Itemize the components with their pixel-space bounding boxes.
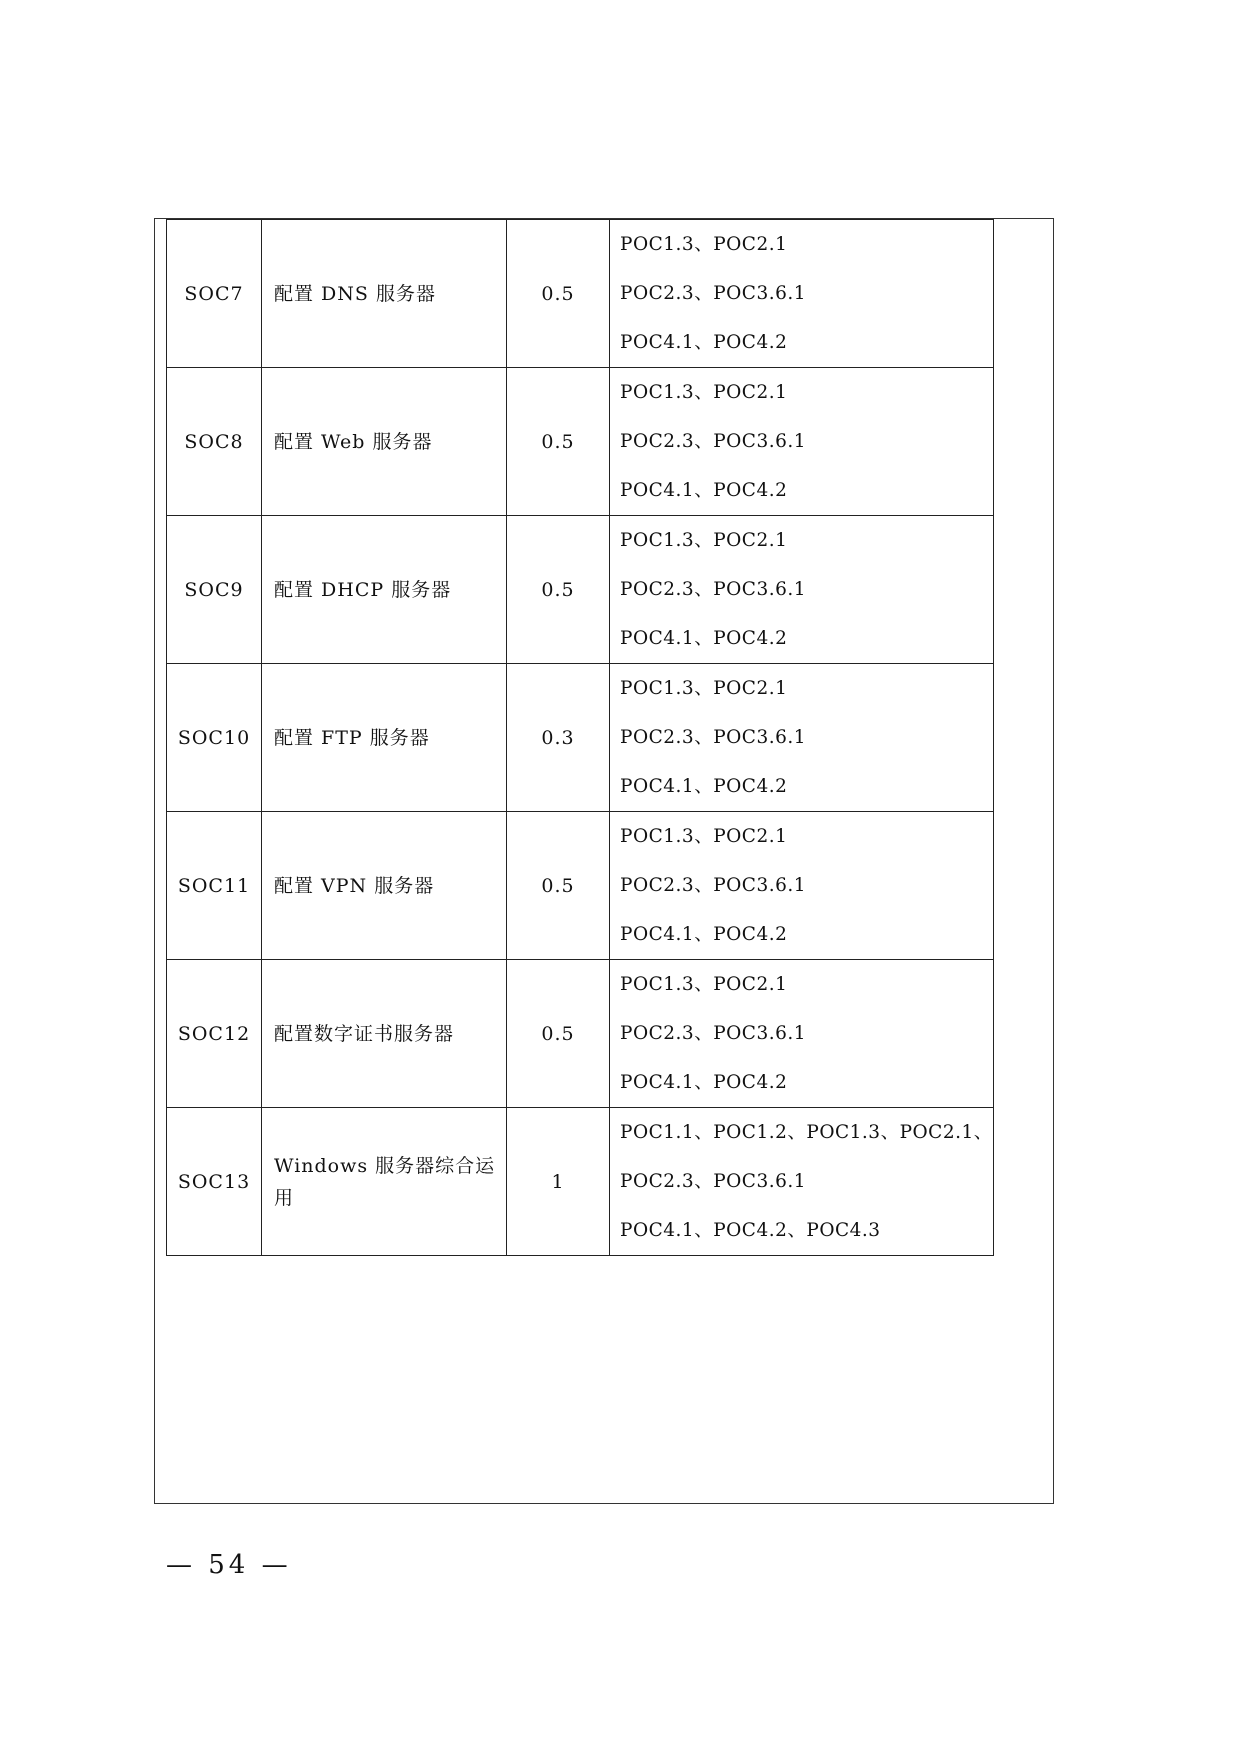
soc-name-cell: Windows 服务器综合运用 — [262, 1108, 507, 1256]
soc-code-cell: SOC13 — [167, 1108, 262, 1256]
poc-mapping-table — [166, 219, 994, 1256]
poc-list-cell — [610, 220, 994, 368]
soc-code-cell: SOC7 — [167, 220, 262, 368]
poc-list-cell — [610, 960, 994, 1108]
table-body — [167, 220, 994, 1256]
poc-line: POC1.3、POC2.1 — [620, 382, 788, 403]
soc-code-cell: SOC8 — [167, 368, 262, 516]
table-row — [167, 516, 994, 664]
table-row — [167, 960, 994, 1108]
poc-line: POC1.1、POC1.2、POC1.3、POC2.1、 — [620, 1122, 993, 1143]
poc-line: POC1.3、POC2.1 — [620, 826, 788, 847]
poc-list-cell — [610, 516, 994, 664]
soc-name-cell: 配置 DHCP 服务器 — [262, 516, 507, 664]
poc-line: POC2.3、POC3.6.1 — [620, 875, 807, 896]
credit-value-cell: 0.5 — [507, 812, 610, 960]
poc-line: POC2.3、POC3.6.1 — [620, 431, 807, 452]
poc-line: POC2.3、POC3.6.1 — [620, 1171, 807, 1192]
poc-line: POC2.3、POC3.6.1 — [620, 283, 807, 304]
poc-line: POC4.1、POC4.2 — [620, 480, 788, 501]
table-row — [167, 664, 994, 812]
table-row — [167, 1108, 994, 1256]
poc-line: POC4.1、POC4.2 — [620, 1072, 788, 1093]
credit-value-cell: 0.5 — [507, 960, 610, 1108]
table-row — [167, 220, 994, 368]
poc-line: POC1.3、POC2.1 — [620, 234, 788, 255]
soc-code-cell: SOC9 — [167, 516, 262, 664]
credit-value-cell: 1 — [507, 1108, 610, 1256]
table-row — [167, 812, 994, 960]
credit-value-cell: 0.5 — [507, 220, 610, 368]
soc-name-cell: 配置数字证书服务器 — [262, 960, 507, 1108]
page-number: — 54 — — [166, 1550, 292, 1580]
table-row — [167, 368, 994, 516]
poc-line: POC1.3、POC2.1 — [620, 678, 788, 699]
soc-name-cell: 配置 Web 服务器 — [262, 368, 507, 516]
poc-line: POC1.3、POC2.1 — [620, 530, 788, 551]
poc-line: POC4.1、POC4.2 — [620, 924, 788, 945]
soc-name-cell: 配置 FTP 服务器 — [262, 664, 507, 812]
poc-line: POC4.1、POC4.2 — [620, 628, 788, 649]
soc-name-cell: 配置 DNS 服务器 — [262, 220, 507, 368]
poc-list-cell — [610, 812, 994, 960]
poc-line: POC2.3、POC3.6.1 — [620, 579, 807, 600]
poc-line: POC2.3、POC3.6.1 — [620, 1023, 807, 1044]
soc-code-cell: SOC12 — [167, 960, 262, 1108]
credit-value-cell: 0.5 — [507, 368, 610, 516]
soc-code-cell: SOC10 — [167, 664, 262, 812]
poc-list-cell — [610, 368, 994, 516]
soc-code-cell: SOC11 — [167, 812, 262, 960]
poc-line: POC4.1、POC4.2、POC4.3 — [620, 1220, 881, 1241]
soc-name-cell: 配置 VPN 服务器 — [262, 812, 507, 960]
credit-value-cell: 0.5 — [507, 516, 610, 664]
poc-list-cell — [610, 1108, 994, 1256]
poc-line: POC4.1、POC4.2 — [620, 776, 788, 797]
credit-value-cell: 0.3 — [507, 664, 610, 812]
poc-line: POC2.3、POC3.6.1 — [620, 727, 807, 748]
poc-line: POC1.3、POC2.1 — [620, 974, 788, 995]
poc-list-cell — [610, 664, 994, 812]
poc-line: POC4.1、POC4.2 — [620, 332, 788, 353]
